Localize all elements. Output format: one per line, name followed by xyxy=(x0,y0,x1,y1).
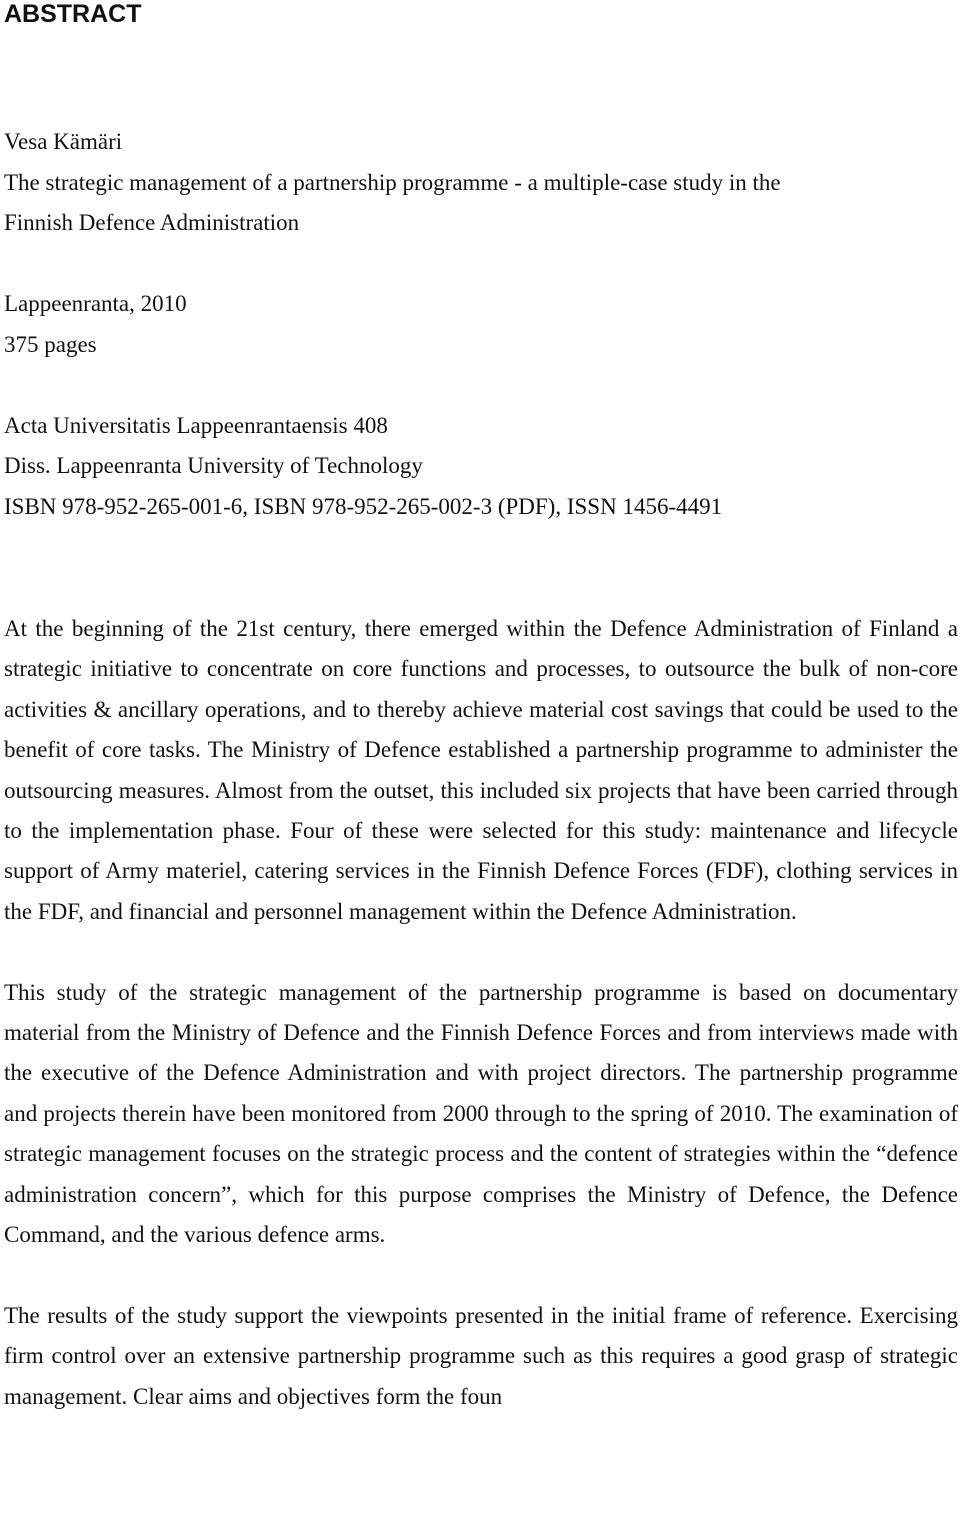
series-name: Acta Universitatis Lappeenrantaensis 408 xyxy=(4,412,388,438)
abstract-paragraph-3: The results of the study support the viewpoints presented in the initial frame of reference. Exercising firm control over an extensive partnership programme such as this requires a good grasp of strategic management. Clear aims and objectives form the foun xyxy=(4,1302,958,1409)
abstract-paragraph-2: This study of the strategic management of the partnership programme is based on documentary material from the Ministry of Defence and the Finnish Defence Forces and from interviews made with the executive of the Defence Administration and with project directors. The partnership programme and projects therein have been monitored from 2000 through to the spring of 2010. The examination of strategic management focuses on the strategic process and the content of strategies within the “defence administration concern”, which for this purpose comprises the Ministry of Defence, the Defence Command, and the various defence arms. xyxy=(4,979,958,1248)
abstract-heading: ABSTRACT xyxy=(4,0,142,28)
thesis-title-line-1: The strategic management of a partnership programme - a multiple-case study in the xyxy=(4,169,781,195)
document-page xyxy=(4,0,958,1417)
author-name: Vesa Kämäri xyxy=(4,129,123,154)
isbn-issn: ISBN 978-952-265-001-6, ISBN 978-952-265-002-3 (PDF), ISSN 1456-4491 xyxy=(4,493,723,519)
place-year: Lappeenranta, 2010 xyxy=(4,291,187,316)
dissertation-university: Diss. Lappeenranta University of Technology xyxy=(4,453,423,478)
abstract-paragraph-1: At the beginning of the 21st century, there emerged within the Defence Administration of Finland a strategic initiative to concentrate on core functions and processes, to outsource the bulk of non-core activities & ancillary operations, and to thereby achieve material cost savings that could be used to the benefit of core tasks. The Ministry of Defence established a partnership programme to administer the outsourcing measures. Almost from the outset, this included six projects that have been carried through to the implementation phase. Four of these were selected for this study: maintenance and lifecycle support of Army materiel, catering services in the Finnish Defence Forces (FDF), clothing services in the FDF, and financial and personnel management within the Defence Administration. xyxy=(4,616,958,924)
page-count: 375 pages xyxy=(4,331,97,357)
thesis-title-line-2: Finnish Defence Administration xyxy=(4,210,300,235)
